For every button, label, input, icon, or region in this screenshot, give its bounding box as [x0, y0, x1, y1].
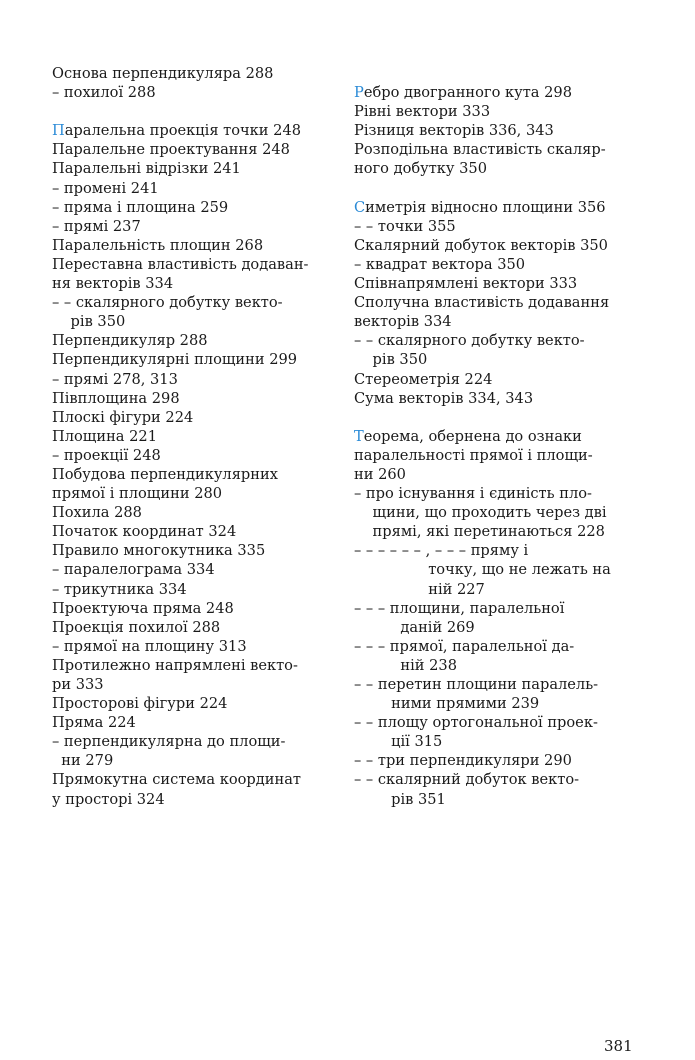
index-column-left [52, 64, 337, 809]
section-initial-letter: П [52, 122, 65, 140]
index-entry [354, 255, 644, 274]
index-entry-line: – – перетин площини паралель- [354, 676, 599, 693]
index-entry [52, 331, 337, 350]
index-entry-line: Правило многокутника 335 [52, 542, 266, 560]
index-entry-line: Паралельність площин 268 [52, 236, 264, 254]
index-entry-line: – трикутника 334 [52, 580, 187, 598]
index-entry-line: Стереометрія 224 [354, 370, 493, 388]
index-entry-line: ній 238 [354, 656, 458, 674]
index-entry-line: Основа перпендикуляра 288 [52, 65, 274, 82]
index-entry-line: – – – прямої, паралельної да- [354, 637, 575, 655]
index-entry-line: Півплощина 298 [52, 389, 180, 407]
index-entry-line: – – скалярний добуток векто- [354, 771, 580, 789]
index-entry [52, 732, 337, 770]
index-entry-line [354, 427, 644, 446]
index-entry-line: прямі, які перетинаються 228 [354, 523, 605, 541]
index-entry-line: Співнапрямлені вектори 333 [354, 275, 578, 293]
index-entry [52, 198, 337, 217]
section-initial-letter: С [354, 198, 366, 216]
index-entry-line: Пряма 224 [52, 714, 136, 732]
index-entry [52, 618, 337, 637]
index-entry-line: – – скалярного добутку векто- [354, 332, 585, 350]
index-entry [354, 236, 644, 255]
index-entry-line: Прямокутна система координат [52, 771, 301, 789]
index-entry-line: – – три перпендикуляри 290 [354, 752, 572, 770]
index-entry-line: Протилежно напрямлені векто- [52, 656, 298, 674]
index-entry-line [52, 121, 337, 140]
index-entry [52, 713, 337, 732]
index-entry-line: прямої і площини 280 [52, 485, 223, 503]
index-entry-line: ни 260 [354, 465, 406, 483]
index-entry [52, 121, 337, 140]
index-entry [52, 293, 337, 331]
index-entry-line: точку, що не лежать на [354, 561, 611, 579]
index-entry-text: еорема, обернена до ознаки [363, 427, 582, 445]
index-entry-line: Сполучна властивість додавання [354, 294, 610, 312]
index-entry [354, 541, 644, 598]
index-entry [52, 370, 337, 389]
index-entry [52, 64, 337, 83]
index-entry [52, 599, 337, 618]
index-entry [354, 331, 644, 369]
index-entry [52, 83, 337, 102]
index-entry [354, 713, 644, 751]
index-entry-line: у просторі 324 [52, 790, 165, 808]
index-entry [52, 637, 337, 656]
index-entry [354, 293, 644, 331]
index-entry [52, 522, 337, 541]
index-entry-line: рів 350 [354, 351, 428, 369]
index-entry-line: – проекції 248 [52, 446, 161, 464]
index-entry-line: Площина 221 [52, 427, 157, 445]
section-gap [354, 408, 644, 427]
index-entry [354, 102, 644, 121]
index-entry-line: ній 227 [354, 580, 485, 598]
index-entry-line: Перпендикулярні площини 299 [52, 351, 298, 369]
index-entry [354, 274, 644, 293]
index-entry-line: – прямі 237 [52, 217, 141, 235]
index-entry-line: – квадрат вектора 350 [354, 255, 526, 273]
index-entry-line: – прямої на площину 313 [52, 637, 247, 655]
index-entry-line: паралельності прямої і площи- [354, 446, 593, 464]
index-entry-line: – пряма і площина 259 [52, 198, 229, 216]
index-entry-line [354, 83, 644, 102]
index-entry [52, 580, 337, 599]
index-entry [52, 560, 337, 579]
index-entry-line: – – площу ортогональної проек- [354, 714, 598, 732]
index-entry-line: Плоскі фігури 224 [52, 408, 194, 426]
index-entry [354, 751, 644, 770]
index-entry [52, 350, 337, 369]
index-entry [354, 83, 644, 102]
section-gap [354, 179, 644, 198]
index-entry-line: щини, що проходить через дві [354, 504, 607, 522]
index-entry-line: Паралельні відрізки 241 [52, 160, 241, 178]
index-entry-line: векторів 334 [354, 313, 452, 331]
index-entry [354, 637, 644, 675]
index-entry-line: ри 333 [52, 676, 104, 693]
index-entry-line: Переставна властивість додаван- [52, 255, 309, 273]
index-entry-line: Початок координат 324 [52, 523, 237, 541]
index-entry [52, 427, 337, 446]
page-number: 381 [604, 1037, 633, 1055]
index-column-right [354, 64, 644, 809]
index-entry-line: рів 350 [52, 313, 126, 331]
index-entry [354, 770, 644, 808]
index-entry [52, 408, 337, 427]
index-entry-text: ебро двогранного кута 298 [363, 84, 572, 102]
index-entry-line: Сума векторів 334, 343 [354, 389, 534, 407]
index-entry-line: Розподільна властивість скаляр- [354, 141, 606, 159]
index-entry [52, 694, 337, 713]
index-entry [354, 427, 644, 484]
index-entry [354, 675, 644, 713]
index-entry [354, 217, 644, 236]
index-entry [52, 541, 337, 560]
index-entry [52, 770, 337, 808]
index-entry [354, 599, 644, 637]
index-entry-line: – – – площини, паралельної [354, 599, 565, 617]
index-entry-line: – – скалярного добутку векто- [52, 294, 283, 312]
index-entry-line: – паралелограма 334 [52, 561, 215, 579]
index-entry [354, 198, 644, 217]
index-entry [354, 484, 644, 541]
index-entry-line: – промені 241 [52, 179, 159, 197]
index-entry-line: – похилої 288 [52, 84, 156, 102]
index-entry-text: аралельна проекція точки 248 [64, 122, 302, 140]
index-entry-line: ції 315 [354, 733, 443, 751]
index-entry-line: Просторові фігури 224 [52, 695, 228, 713]
index-entry-line: Похила 288 [52, 504, 142, 522]
index-entry-line: Побудова перпендикулярних [52, 465, 278, 483]
index-entry [52, 465, 337, 503]
index-entry [354, 140, 644, 178]
index-entry [354, 121, 644, 140]
index-entry-line: Рівні вектори 333 [354, 103, 491, 121]
index-entry-line: рів 351 [354, 790, 446, 808]
index-entry-line: ного добутку 350 [354, 160, 488, 178]
index-entry [354, 370, 644, 389]
index-entry [52, 503, 337, 522]
index-entry-line: – – – – – – , – – – пряму і [354, 542, 529, 560]
index-entry [52, 179, 337, 198]
index-entry [52, 446, 337, 465]
index-entry-line: – – точки 355 [354, 217, 456, 235]
index-entry-line [354, 198, 644, 217]
index-entry-line: – прямі 278, 313 [52, 370, 178, 388]
index-entry-line: ни 279 [52, 752, 114, 770]
index-entry-line: ня векторів 334 [52, 275, 174, 293]
index-entry [52, 140, 337, 159]
index-entry-line: Проекція похилої 288 [52, 618, 221, 636]
section-gap [354, 64, 644, 83]
index-entry-line: – про існування і єдиність пло- [354, 485, 592, 503]
index-entry [52, 236, 337, 255]
index-entry-line: ними прямими 239 [354, 695, 540, 713]
index-entry-line: – перпендикулярна до площи- [52, 733, 286, 751]
index-entry [52, 217, 337, 236]
section-initial-letter: Т [354, 427, 364, 445]
section-gap [52, 102, 337, 121]
index-entry-line: даній 269 [354, 618, 475, 636]
index-entry-text: иметрія відносно площини 356 [365, 198, 606, 216]
index-entry-line: Різниця векторів 336, 343 [354, 122, 554, 140]
index-entry-line: Проектуюча пряма 248 [52, 599, 234, 617]
index-entry-line: Паралельне проектування 248 [52, 141, 290, 159]
index-entry-line: Скалярний добуток векторів 350 [354, 236, 608, 254]
index-entry [52, 159, 337, 178]
index-entry [52, 255, 337, 293]
section-initial-letter: Р [354, 84, 364, 102]
index-entry-line: Перпендикуляр 288 [52, 332, 208, 350]
index-entry [354, 389, 644, 408]
index-entry [52, 389, 337, 408]
index-entry [52, 656, 337, 694]
